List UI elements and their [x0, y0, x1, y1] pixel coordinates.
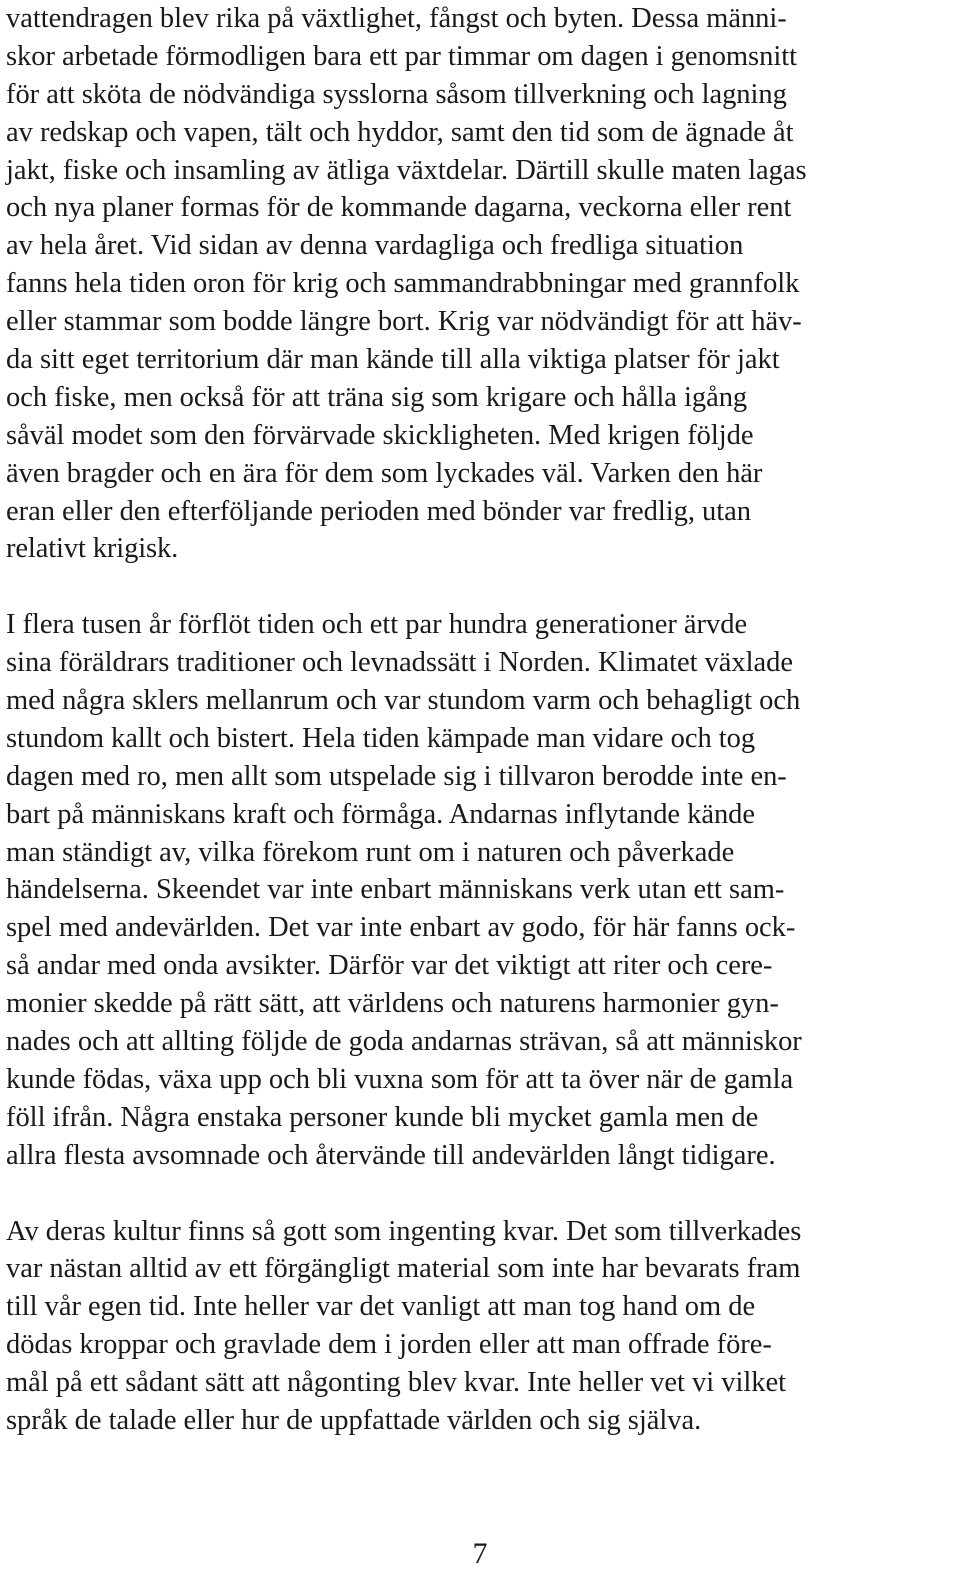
text-line: jakt, fiske och insamling av ätliga växtdelar. Därtill skulle maten lagas: [6, 154, 807, 186]
page-body: [6, 0, 956, 1440]
text-line: även bragder och en ära för dem som lyckades väl. Varken den här: [6, 457, 763, 489]
text-line: eran eller den efterföljande perioden med bönder var fredlig, utan: [6, 495, 752, 527]
paragraph-2: [6, 606, 956, 1174]
text-line: och fiske, men också för att träna sig som krigare och hålla igång: [6, 381, 748, 413]
text-line: vattendragen blev rika på växtlighet, fångst och byten. Dessa männi-: [6, 3, 787, 34]
page-number: 7: [472, 1537, 488, 1570]
text-line: av redskap och vapen, tält och hyddor, samt den tid som de ägnade åt: [6, 116, 794, 148]
text-line: till vår egen tid. Inte heller var det vanligt att man tog hand om de: [6, 1291, 756, 1323]
text-line: av hela året. Vid sidan av denna vardagliga och fredliga situation: [6, 230, 744, 262]
text-line: kunde födas, växa upp och bli vuxna som för att ta över när de gamla: [6, 1063, 794, 1095]
text-line: spel med andevärlden. Det var inte enbart av godo, för här fanns ock-: [6, 912, 796, 944]
text-line: såväl modet som den förvärvade skickligheten. Med krigen följde: [6, 419, 754, 451]
text-line: fanns hela tiden oron för krig och sammandrabbningar med grannfolk: [6, 268, 800, 300]
paragraph-3: [6, 1213, 956, 1440]
text-line: eller stammar som bodde längre bort. Krig var nödvändigt för att häv-: [6, 306, 802, 338]
text-line: mål på ett sådant sätt att någonting blev kvar. Inte heller vet vi vilket: [6, 1367, 786, 1399]
text-line: allra flesta avsomnade och återvände till andevärlden långt tidigare.: [6, 1139, 776, 1171]
text-line: da sitt eget territorium där man kände till alla viktiga platser för jakt: [6, 344, 780, 376]
text-line: dagen med ro, men allt som utspelade sig i tillvaron berodde inte en-: [6, 760, 787, 792]
text-line: språk de talade eller hur de uppfattade världen och sig själva.: [6, 1404, 702, 1436]
text-line: dödas kroppar och gravlade dem i jorden eller att man offrade före-: [6, 1329, 772, 1361]
text-line: händelserna. Skeendet var inte enbart människans verk utan ett sam-: [6, 874, 785, 906]
text-line: relativt krigisk.: [6, 533, 179, 565]
text-line: man ständigt av, vilka förekom runt om i naturen och påverkade: [6, 836, 735, 868]
text-line: för att sköta de nödvändiga sysslorna såsom tillverkning och lagning: [6, 78, 787, 110]
paragraph-1: [6, 0, 956, 568]
text-line: nades och att allting följde de goda andarnas strävan, så att människor: [6, 1026, 802, 1058]
text-line: med några sklers mellanrum och var stundom varm och behagligt och: [6, 685, 801, 717]
text-line: och nya planer formas för de kommande dagarna, veckorna eller rent: [6, 192, 792, 224]
text-line: så andar med onda avsikter. Därför var det viktigt att riter och cere-: [6, 950, 773, 982]
text-line: Av deras kultur finns så gott som ingenting kvar. Det som tillverkades: [6, 1215, 802, 1247]
text-line: var nästan alltid av ett förgängligt material som inte har bevarats fram: [6, 1253, 801, 1285]
text-line: föll ifrån. Några enstaka personer kunde bli mycket gamla men de: [6, 1101, 759, 1133]
text-line: monier skedde på rätt sätt, att världens och naturens harmonier gyn-: [6, 988, 779, 1020]
text-line: sina föräldrars traditioner och levnadssätt i Norden. Klimatet växlade: [6, 647, 793, 679]
text-line: bart på människans kraft och förmåga. Andarnas inflytande kände: [6, 798, 756, 830]
text-line: stundom kallt och bistert. Hela tiden kämpade man vidare och tog: [6, 722, 756, 754]
text-line: skor arbetade förmodligen bara ett par timmar om dagen i genomsnitt: [6, 40, 797, 72]
text-line: I flera tusen år förflöt tiden och ett par hundra generationer ärvde: [6, 609, 748, 641]
